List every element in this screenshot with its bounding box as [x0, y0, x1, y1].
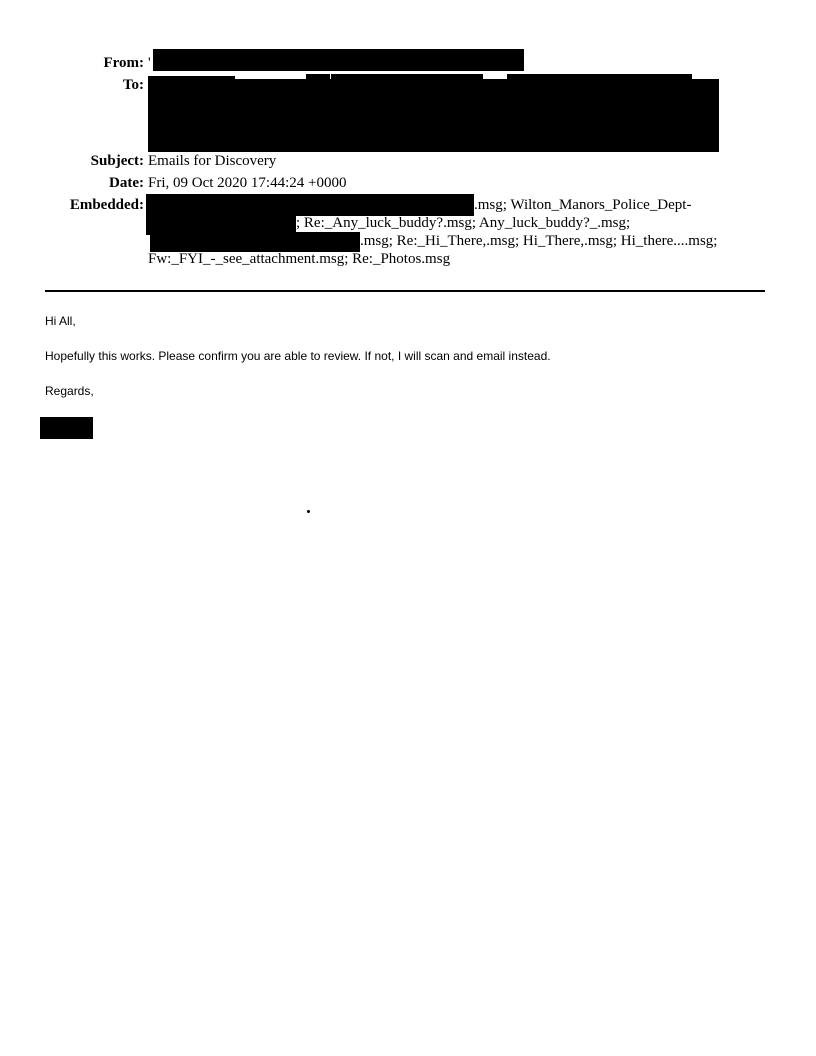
stray-dot: [307, 510, 310, 513]
date-value: Fri, 09 Oct 2020 17:44:24 +0000: [148, 175, 347, 191]
embedded-line-2: ; Re:_Any_luck_buddy?.msg; Any_luck_buddy?_.msg;: [296, 215, 631, 231]
date-label: Date:: [109, 175, 144, 191]
embedded-line-1: .msg; Wilton_Manors_Police_Dept-: [474, 197, 692, 213]
message-text: Hopefully this works. Please confirm you are able to review. If not, I will scan and email instead.: [45, 349, 551, 363]
embedded-label: Embedded:: [69, 197, 144, 213]
from-label: From:: [103, 55, 144, 71]
embedded-redaction-3: [150, 232, 360, 252]
subject-value: Emails for Discovery: [148, 153, 277, 169]
from-prefix: ': [148, 55, 151, 71]
embedded-redaction-1: [146, 194, 474, 216]
closing-text: Regards,: [45, 384, 94, 398]
header-divider: [45, 290, 765, 292]
signature-redaction: [40, 417, 93, 439]
embedded-line-3: .msg; Re:_Hi_There,.msg; Hi_There,.msg; Hi_there....msg;: [360, 233, 718, 249]
greeting-text: Hi All,: [45, 314, 76, 328]
to-redaction-block: [148, 79, 719, 152]
subject-label: Subject:: [90, 153, 144, 169]
to-label: To:: [122, 77, 144, 93]
embedded-line-4: Fw:_FYI_-_see_attachment.msg; Re:_Photos.msg: [148, 251, 451, 267]
from-redaction: [153, 49, 524, 71]
